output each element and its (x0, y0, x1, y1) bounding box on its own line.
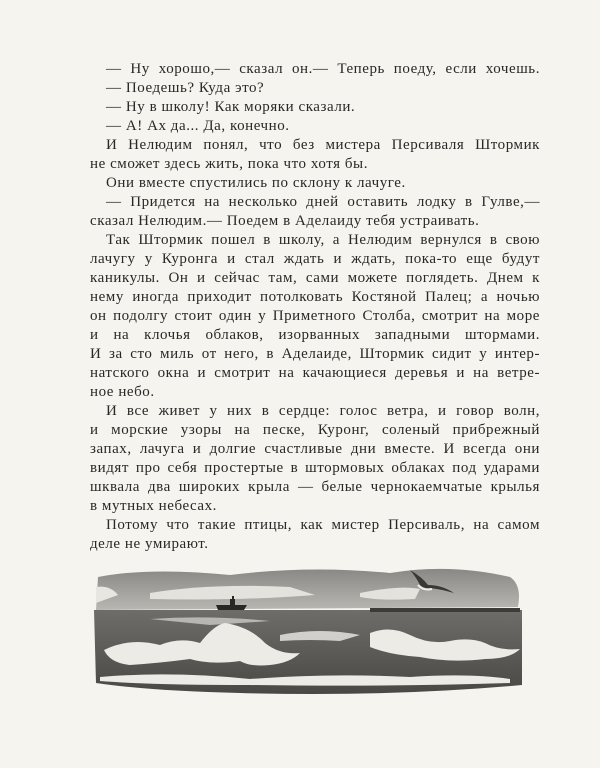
text-line: запах, лачуга и долгие счастливые дни вместе. И всегда они (90, 441, 540, 457)
text-line: Так Штормик пошел в школу, а Нелюдим вернулся в свою (106, 232, 540, 248)
sea-illustration (90, 555, 540, 715)
text-line: нему иногда приходит потолковать Костяной Палец; а ночью (90, 289, 540, 305)
text-line: натского окна и смотрит на качающиеся деревья и на ветре- (90, 365, 540, 381)
text-line: он подолгу стоит один у Приметного Столба, смотрит на море (90, 308, 540, 324)
text-line: — Придется на несколько дней оставить лодку в Гулве,— (106, 194, 540, 210)
text-line: и морские узоры на песке, Куронг, соленый прибрежный (90, 422, 540, 438)
text-line: ное небо. (90, 384, 155, 400)
sky (96, 569, 519, 610)
text-line: — Ну в школу! Как моряки сказали. (106, 99, 356, 115)
text-line: лачугу у Куронга и стал ждать и ждать, пока-то еще будут (90, 251, 540, 267)
text-line: И Нелюдим понял, что без мистера Персиваля Штормик (106, 137, 540, 153)
text-line: и на клочья облаков, изорванных западными штормами. (90, 327, 540, 343)
text-line: Потому что такие птицы, как мистер Персиваль, на самом (106, 517, 540, 533)
text-line: в мутных небесах. (90, 498, 217, 514)
text-line: видят про себя простертые в штормовых облаках под ударами (90, 460, 540, 476)
text-line: не сможет здесь жить, пока что хотя бы. (90, 156, 368, 172)
text-line: Они вместе спустились по склону к лачуге. (106, 175, 406, 191)
text-line: — А! Ах да... Да, конечно. (106, 118, 290, 134)
text-line: шквала два широких крыла — белые чернокаемчатые крылья (90, 479, 540, 495)
text-line: — Поедешь? Куда это? (106, 80, 265, 96)
text-line: И за сто миль от него, в Аделаиде, Штормик сидит у интер- (90, 346, 540, 362)
book-text (90, 60, 540, 554)
text-line: каникулы. Он и сейчас там, сами можете поглядеть. Днем к (90, 270, 540, 286)
text-line: деле не умирают. (90, 536, 209, 552)
text-line: сказал Нелюдим.— Поедем в Аделаиду тебя устраивать. (90, 213, 480, 229)
text-line: И все живет у них в сердце: голос ветра, и говор волн, (106, 403, 540, 419)
text-line: — Ну хорошо,— сказал он.— Теперь поеду, если хочешь. (106, 61, 540, 77)
